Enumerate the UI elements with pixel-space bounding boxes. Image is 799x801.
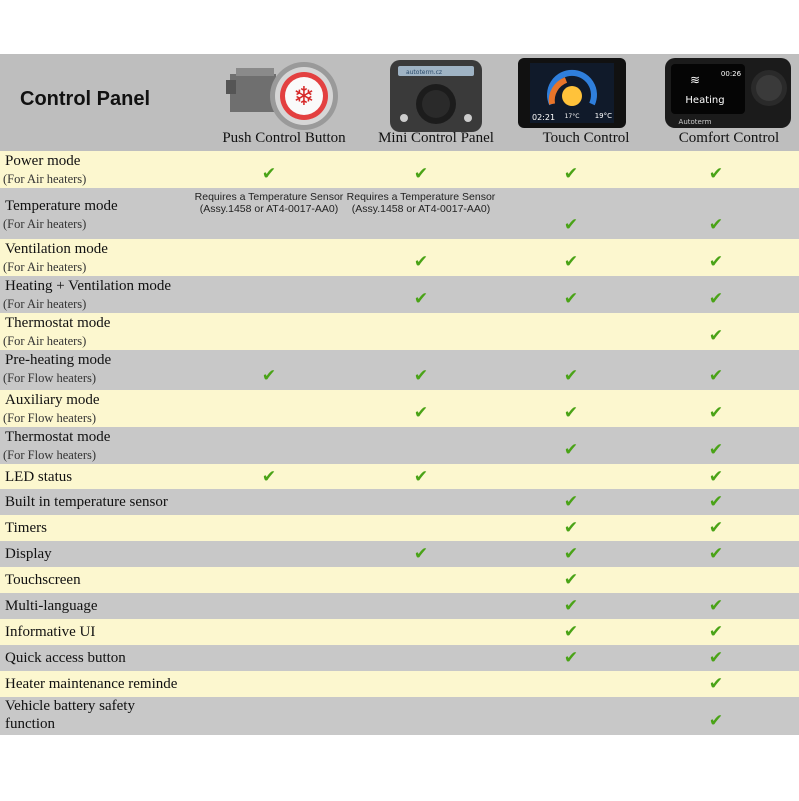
table-row: [0, 489, 799, 515]
feature-sublabel: (For Air heaters): [3, 297, 87, 311]
feature-label: Pre-heating mode: [5, 352, 112, 368]
feature-label: Thermostat mode: [5, 315, 111, 331]
check-icon: ✔: [261, 164, 277, 184]
check-icon: ✔: [563, 492, 579, 512]
page-title: Control Panel: [20, 88, 151, 110]
check-icon: ✔: [563, 164, 579, 184]
check-icon: ✔: [413, 366, 429, 386]
table-row: [0, 697, 799, 735]
table-row: [0, 276, 799, 313]
feature-label: LED status: [5, 469, 73, 485]
svg-text:00:26: 00:26: [720, 70, 742, 78]
feature-sublabel: (For Air heaters): [3, 260, 87, 274]
check-icon: ✔: [563, 596, 579, 616]
feature-label: Touchscreen: [5, 572, 81, 588]
svg-text:Heating: Heating: [685, 95, 725, 106]
feature-label: Multi-language: [5, 598, 98, 614]
feature-label: Thermostat mode: [5, 429, 111, 445]
svg-text:autoterm.cz: autoterm.cz: [405, 69, 443, 76]
table-row: [0, 567, 799, 593]
check-icon: ✔: [563, 366, 579, 386]
column-header-mini-control-panel: Mini Control Panel: [378, 130, 494, 146]
feature-sublabel: (For Air heaters): [3, 172, 87, 186]
check-icon: ✔: [413, 252, 429, 272]
svg-text:≋: ≋: [689, 73, 701, 87]
check-icon: ✔: [708, 518, 724, 538]
check-icon: ✔: [708, 596, 724, 616]
table-row: [0, 188, 799, 239]
feature-label-line2: function: [5, 716, 55, 732]
feature-label: Power mode: [5, 153, 81, 169]
check-icon: ✔: [708, 440, 724, 460]
table-row: [0, 515, 799, 541]
feature-label: Temperature mode: [5, 198, 118, 214]
feature-label: Built in temperature sensor: [5, 494, 168, 510]
check-icon: ✔: [563, 215, 579, 235]
check-icon: ✔: [563, 518, 579, 538]
table-row: [0, 427, 799, 464]
feature-label: Heater maintenance reminde: [5, 676, 178, 692]
check-icon: ✔: [708, 289, 724, 309]
check-icon: ✔: [708, 467, 724, 487]
check-icon: ✔: [413, 403, 429, 423]
table-row: [0, 350, 799, 390]
feature-label: Display: [5, 546, 52, 562]
check-icon: ✔: [413, 289, 429, 309]
check-icon: ✔: [708, 711, 724, 731]
feature-sublabel: (For Flow heaters): [3, 448, 97, 462]
check-icon: ✔: [708, 648, 724, 668]
table-row: [0, 593, 799, 619]
table-row: [0, 239, 799, 276]
table-body: [0, 151, 799, 735]
feature-sublabel: (For Air heaters): [3, 334, 87, 348]
push-control-button-image: [222, 58, 346, 132]
table-header: [0, 54, 799, 151]
check-icon: ✔: [708, 622, 724, 642]
check-icon: ✔: [413, 164, 429, 184]
check-icon: ✔: [563, 648, 579, 668]
feature-sublabel: (For Flow heaters): [3, 371, 97, 385]
check-icon: ✔: [708, 215, 724, 235]
comparison-table: [0, 54, 799, 735]
check-icon: ✔: [708, 674, 724, 694]
check-icon: ✔: [708, 252, 724, 272]
check-icon: ✔: [563, 440, 579, 460]
feature-sublabel: (For Air heaters): [3, 217, 87, 231]
comfort-control-image: [665, 58, 791, 128]
svg-text:Autoterm: Autoterm: [678, 118, 712, 126]
check-icon: ✔: [708, 403, 724, 423]
check-icon: ✔: [563, 289, 579, 309]
column-header-touch-control: Touch Control: [542, 130, 630, 146]
check-icon: ✔: [708, 326, 724, 346]
column-header-comfort-control: Comfort Control: [678, 130, 780, 146]
check-icon: ✔: [708, 366, 724, 386]
feature-label: Vehicle battery safety: [5, 698, 135, 714]
table-row: [0, 464, 799, 489]
feature-sublabel: (For Flow heaters): [3, 411, 97, 425]
table-row: [0, 151, 799, 188]
requirement-note: Requires a Temperature Sensor (Assy.1458 or AT4-0017-AA0): [194, 191, 344, 215]
feature-label: Auxiliary mode: [5, 392, 100, 408]
svg-text:❄: ❄: [293, 82, 315, 112]
table-row: [0, 671, 799, 697]
touch-control-image: [518, 58, 626, 128]
feature-label: Timers: [5, 520, 47, 536]
check-icon: ✔: [563, 544, 579, 564]
check-icon: ✔: [708, 492, 724, 512]
check-icon: ✔: [563, 622, 579, 642]
table-row: [0, 313, 799, 350]
table-row: [0, 541, 799, 567]
table-row: [0, 390, 799, 427]
check-icon: ✔: [708, 164, 724, 184]
check-icon: ✔: [413, 544, 429, 564]
table-row: [0, 619, 799, 645]
check-icon: ✔: [563, 252, 579, 272]
mini-control-panel-image: [388, 58, 484, 134]
check-icon: ✔: [563, 570, 579, 590]
check-icon: ✔: [413, 467, 429, 487]
svg-text:19°C: 19°C: [594, 112, 612, 120]
column-header-push-control-button: Push Control Button: [222, 130, 346, 146]
check-icon: ✔: [261, 467, 277, 487]
feature-label: Quick access button: [5, 650, 126, 666]
table-row: [0, 645, 799, 671]
check-icon: ✔: [261, 366, 277, 386]
check-icon: ✔: [563, 403, 579, 423]
feature-label: Ventilation mode: [5, 241, 108, 257]
check-icon: ✔: [708, 544, 724, 564]
svg-text:17°C: 17°C: [564, 113, 580, 120]
requirement-note: Requires a Temperature Sensor (Assy.1458 or AT4-0017-AA0): [346, 191, 496, 215]
svg-text:02:21: 02:21: [532, 113, 556, 122]
feature-label: Heating + Ventilation mode: [5, 278, 172, 294]
feature-label: Informative UI: [5, 624, 96, 640]
